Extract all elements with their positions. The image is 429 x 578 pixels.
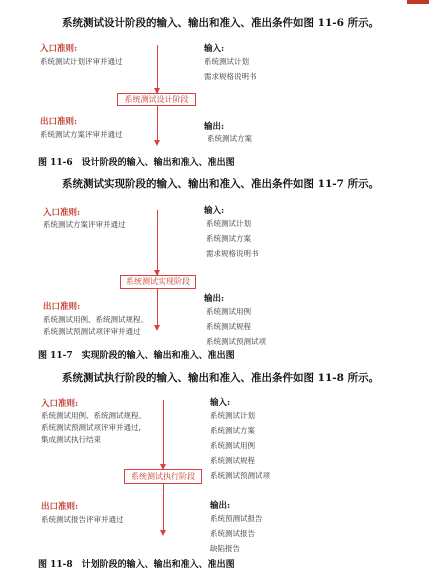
flow-line-top xyxy=(157,45,158,94)
output-label: 输出: xyxy=(210,501,231,511)
entry-criteria-text: 系统测试用例、系统测试规程、 系统测试预测试项评审并通过, 集成测试执行结束 xyxy=(41,411,146,444)
input-label: 输入: xyxy=(210,398,231,408)
figure-caption-11-6: 图 11-6 设计阶段的输入、输出和准入、准出图 xyxy=(38,158,235,168)
flow-line-top xyxy=(163,400,164,470)
intro-text-11-7: 系统测试实现阶段的输入、输出和准入、准出条件如图 11-7 所示。 xyxy=(62,178,380,190)
input-list: 系统测试计划 系统测试方案 需求规格说明书 xyxy=(206,219,259,258)
output-label: 输出: xyxy=(204,294,225,304)
entry-criteria-label: 入口准则: xyxy=(43,208,81,218)
flow-arrow-out xyxy=(160,530,166,536)
flow-line-bottom xyxy=(157,106,158,144)
output-list: 系统测试方案 xyxy=(207,134,252,143)
corner-marker xyxy=(407,0,429,4)
input-list: 系统测试计划 系统测试方案 系统测试用例 系统测试规程 系统测试预测试项 xyxy=(210,411,270,480)
exit-criteria-label: 出口准则: xyxy=(40,117,78,127)
exit-criteria-label: 出口准则: xyxy=(41,502,79,512)
phase-box-implementation: 系统测试实现阶段 xyxy=(120,275,196,289)
exit-criteria-text: 系统测试用例、系统测试规程、 系统测试预测试项评审并通过 xyxy=(43,315,148,336)
input-label: 输入: xyxy=(204,206,225,216)
exit-criteria-label: 出口准则: xyxy=(43,302,81,312)
phase-box-execution: 系统测试执行阶段 xyxy=(124,469,202,484)
input-list: 系统测试计划 需求规格说明书 xyxy=(204,57,257,81)
flow-line-top xyxy=(157,210,158,276)
intro-text-11-6: 系统测试设计阶段的输入、输出和准入、准出条件如图 11-6 所示。 xyxy=(62,17,380,29)
exit-criteria-text: 系统测试报告评审并通过 xyxy=(41,515,124,524)
entry-criteria-label: 入口准则: xyxy=(41,399,79,409)
exit-criteria-text: 系统测试方案评审并通过 xyxy=(40,130,123,139)
input-label: 输入: xyxy=(204,44,225,54)
flow-arrow-out xyxy=(154,325,160,331)
output-list: 系统测试用例 系统测试规程 系统测试预测试项 xyxy=(206,307,266,346)
flow-line-bottom xyxy=(163,484,164,534)
entry-criteria-label: 入口准则: xyxy=(40,44,78,54)
figure-caption-11-7: 图 11-7 实现阶段的输入、输出和准入、准出图 xyxy=(38,351,235,361)
intro-text-11-8: 系统测试执行阶段的输入、输出和准入、准出条件如图 11-8 所示。 xyxy=(62,372,380,384)
entry-criteria-text: 系统测试计划评审并通过 xyxy=(40,57,123,66)
flow-line-bottom xyxy=(157,289,158,329)
output-list: 系统预测试报告 系统测试报告 缺陷报告 xyxy=(210,514,263,553)
entry-criteria-text: 系统测试方案评审并通过 xyxy=(43,220,126,229)
phase-box-design: 系统测试设计阶段 xyxy=(117,93,196,106)
figure-caption-11-8: 图 11-8 计划阶段的输入、输出和准入、准出图 xyxy=(38,560,235,570)
flow-arrow-out xyxy=(154,140,160,146)
output-label: 输出: xyxy=(204,122,225,132)
